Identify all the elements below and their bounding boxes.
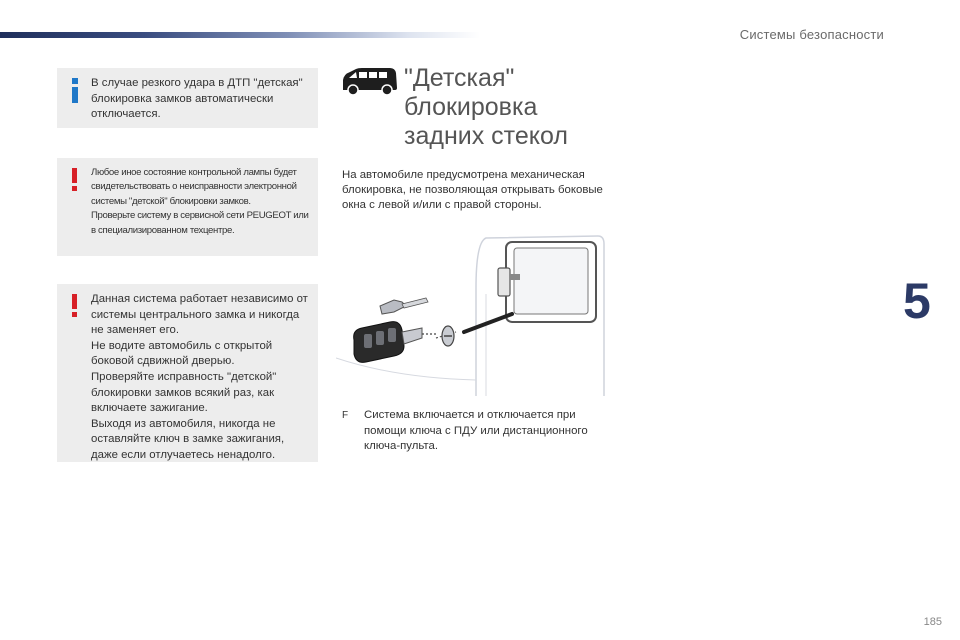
intro-paragraph: На автомобиле предусмотрена механическая блокировка, не позволяющая открывать боковые окна с левой и/или с правой стороны. [342,169,603,212]
warning-box-system-text [91,292,310,464]
info-box [57,68,318,128]
bullet-marker: F [342,410,349,421]
bullet-text: Система включается и отключается при помощи ключа с ПДУ или дистанционного ключа-пульта. [364,409,588,453]
header-gradient-bar [0,32,480,38]
warning-system-line: Данная система работает независимо от системы центрального замка и никогда не заменяет его. [91,293,308,337]
bullet-item [342,408,612,455]
warning-box-lamp-text [91,166,310,238]
page-title-line: задних стекол [404,122,568,150]
warning-system-line: Выходя из автомобиля, никогда не оставляйте ключ в замке зажигания, даже если отлучаетесь ненадолго. [91,417,285,461]
van-icon [340,66,398,96]
window-lock-illustration [336,228,608,396]
warning-system-line: Не водите автомобиль с открытой боковой сдвижной дверью. [91,339,273,368]
warning-lamp-line1: Любое иное состояние контрольной лампы будет свидетельствовать о неисправности электронной системы "детской" блокировки замков. [91,167,297,207]
warning-box-lamp [57,158,318,256]
page-title-line: блокировка [404,93,538,121]
warning-box-system [57,284,318,462]
page-number: 185 [923,616,942,628]
chapter-number: 5 [903,273,931,329]
page-title-line: "Детская" [404,64,515,92]
page-title [404,64,568,151]
info-box-text: В случае резкого удара в ДТП "детская" блокировка замков автоматически отключается. [91,77,303,121]
warning-lamp-line2: Проверьте систему в сервисной сети PEUGEOT или в специализированном техцентре. [91,210,309,236]
warning-system-line: Проверяйте исправность "детской" блокировки замков всякий раз, как включаете зажигание. [91,370,277,415]
section-title: Системы безопасности [739,27,884,42]
